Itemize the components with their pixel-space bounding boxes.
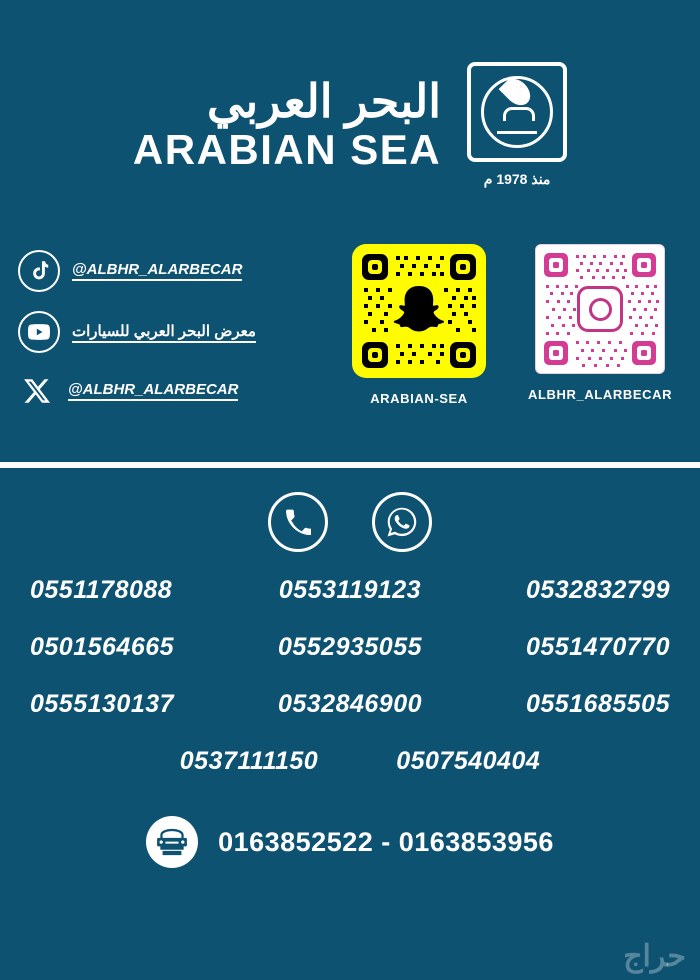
whatsapp-icon[interactable] (372, 492, 432, 552)
qr-codes (352, 244, 672, 406)
social-links (18, 250, 256, 410)
phone-number[interactable]: 0553119123 (278, 576, 422, 604)
x-handle: @ALBHR_ALARBECAR (68, 381, 238, 401)
instagram-glyph-icon (577, 286, 623, 332)
phone-number[interactable]: 0551470770 (525, 633, 670, 661)
snapchat-qr-caption: ARABIAN-SEA (370, 391, 468, 406)
phone-number[interactable]: 0537111150 (179, 747, 319, 775)
contact-section (0, 468, 700, 980)
tiktok-icon (18, 250, 60, 292)
instagram-qr-caption: ALBHR_ALARBECAR (528, 387, 673, 402)
telephone-icon (146, 816, 198, 868)
phone-number[interactable]: 0507540404 (396, 747, 541, 775)
phone-number[interactable]: 0551178088 (30, 576, 173, 604)
mobile-numbers-grid (0, 576, 700, 719)
watermark: حراج (623, 940, 686, 973)
water-drop-car-logo-icon (467, 62, 567, 162)
landline-row[interactable] (0, 816, 700, 868)
youtube-icon (18, 311, 60, 353)
brand-name-english: ARABIAN SEA (132, 126, 442, 174)
phone-number[interactable]: 0532846900 (277, 690, 423, 718)
phone-number[interactable]: 0532832799 (525, 576, 670, 604)
instagram-qr-icon[interactable] (535, 244, 665, 374)
call-icons (0, 492, 700, 552)
youtube-handle: معرض البحر العربي للسيارات (72, 322, 256, 343)
phone-number[interactable]: 0551685505 (525, 690, 670, 718)
header-section (0, 0, 700, 462)
snapchat-qr-block[interactable] (352, 244, 486, 406)
since-label: منذ 1978 م (483, 171, 551, 187)
phone-number[interactable]: 0555130137 (30, 690, 175, 718)
x-twitter-icon (18, 372, 56, 410)
logo-block (467, 62, 567, 188)
brand-name-arabic: البحر العربي (207, 74, 442, 127)
tiktok-handle: @ALBHR_ALARBECAR (72, 261, 242, 281)
brand-names (132, 74, 442, 174)
social-row-x[interactable] (18, 372, 256, 410)
phone-icon[interactable] (268, 492, 328, 552)
brand-block (0, 0, 700, 188)
phone-number[interactable]: 0552935055 (277, 633, 423, 661)
social-row-tiktok[interactable] (18, 250, 256, 292)
instagram-qr-block[interactable] (528, 244, 672, 406)
landline-numbers[interactable]: 0163852522 - 0163853956 (218, 826, 554, 857)
snapchat-qr-icon[interactable] (352, 244, 486, 378)
mobile-numbers-last-row (0, 747, 700, 776)
social-row-youtube[interactable] (18, 311, 256, 353)
phone-number[interactable]: 0501564665 (30, 633, 175, 661)
